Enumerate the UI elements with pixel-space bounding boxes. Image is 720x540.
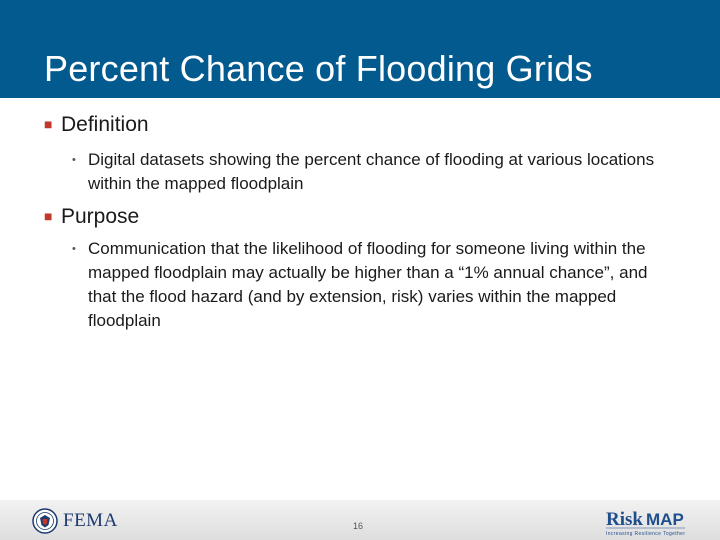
svg-text:Risk: Risk: [606, 509, 643, 530]
svg-text:MAP: MAP: [646, 510, 684, 529]
bullet-heading-text: Definition: [61, 113, 149, 136]
dhs-seal-icon: [32, 508, 58, 534]
bullet-sub-purpose: [72, 237, 680, 333]
title-bar: [0, 0, 720, 98]
page-number: 16: [353, 521, 364, 531]
dot-bullet-icon: •: [72, 154, 76, 166]
square-bullet-icon: ■: [44, 208, 53, 224]
bullet-sub-text: Communication that the likelihood of flooding for someone living within the mapped floodplain may actually be higher than a “1% annual chance”, and that the flood hazard (and by extension, risk) varies within the mapped floodplain: [88, 239, 648, 330]
fema-wordmark: FEMA: [63, 510, 118, 531]
slide-footer: [0, 500, 720, 540]
riskmap-logo: [606, 505, 686, 537]
slide-title: Percent Chance of Flooding Grids: [44, 48, 593, 89]
bullet-sub-text: Digital datasets showing the percent chance of flooding at various locations within the mapped floodplain: [88, 150, 655, 193]
fema-logo: [32, 508, 118, 534]
bullet-heading-purpose: [44, 205, 139, 229]
bullet-sub-definition: [72, 148, 688, 196]
dot-bullet-icon: •: [72, 243, 76, 255]
square-bullet-icon: ■: [44, 116, 53, 132]
bullet-heading-definition: [44, 113, 149, 137]
svg-text:Increasing Resilience Together: Increasing Resilience Together: [606, 531, 685, 537]
bullet-heading-text: Purpose: [61, 205, 140, 228]
